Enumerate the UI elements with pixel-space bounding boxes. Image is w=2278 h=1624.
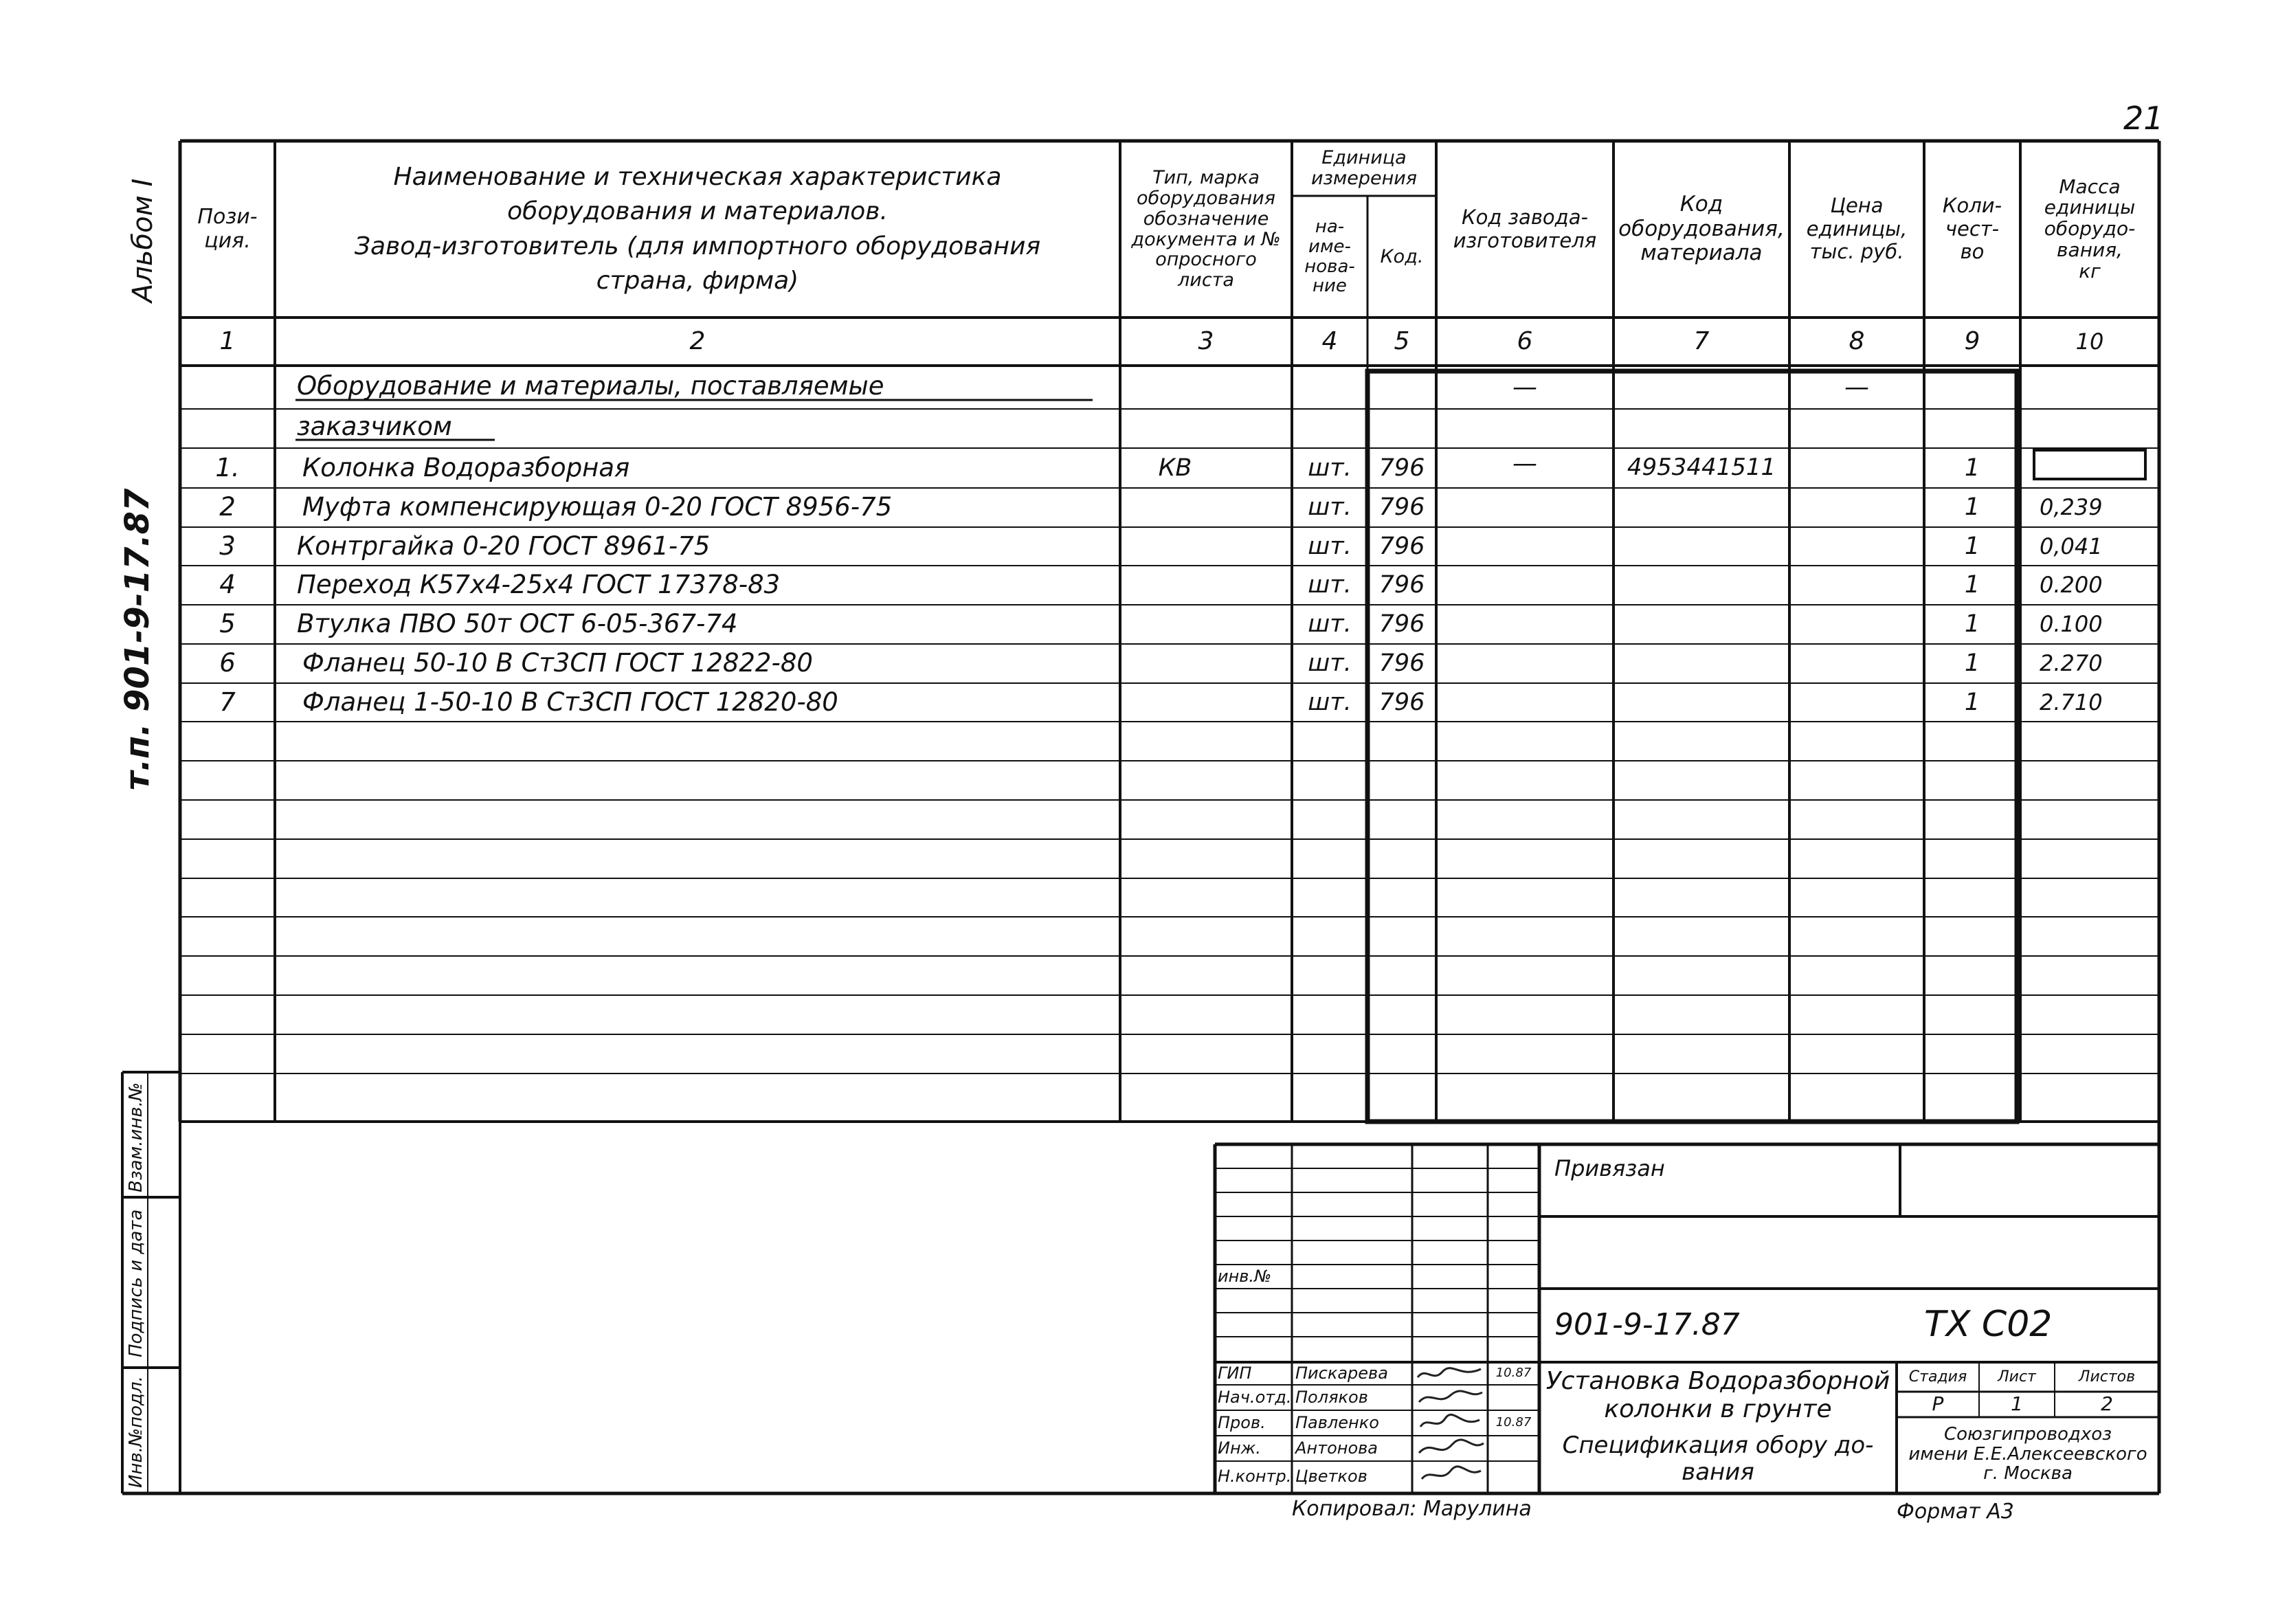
signer-name: Антонова <box>1295 1438 1378 1458</box>
signer-role: Пров. <box>1218 1412 1266 1432</box>
row-2-mass: 0,239 <box>2040 494 2103 521</box>
row-3-name: Контргайка 0-20 ГОСТ 8961-75 <box>297 531 711 561</box>
row-3-pos: 3 <box>219 531 236 561</box>
section-title-line1: Оборудование и материалы, поставляемые <box>297 370 884 401</box>
column-number: 10 <box>2075 328 2104 355</box>
row-1-type: КВ <box>1158 454 1192 482</box>
header-factory-code: Код завода- изготовителя <box>1453 205 1597 252</box>
stamp-privyazan: Привязан <box>1554 1155 1665 1181</box>
header-qty: Коли- чест- во <box>1942 194 2002 264</box>
signer-date <box>1488 1436 1539 1461</box>
row-4-name: Переход К57х4-25х4 ГОСТ 17378-83 <box>297 570 781 600</box>
row-3-unit: шт. <box>1308 532 1352 560</box>
signer-date <box>1488 1461 1539 1492</box>
row-1-mass <box>2020 448 2159 488</box>
signer-role: Нач.отд. <box>1218 1387 1292 1407</box>
row-1-material-code: 4953441511 <box>1627 454 1776 482</box>
row-7-unit: шт. <box>1308 688 1352 716</box>
row-1-qty: 1 <box>1964 454 1980 482</box>
row-3-unit-code: 796 <box>1378 532 1425 560</box>
row-1-pos: 1. <box>215 452 240 482</box>
footer-copied-by: Копировал: Марулина <box>1292 1497 1532 1521</box>
row-1-factory-code: — <box>1512 449 1537 478</box>
column-number: 5 <box>1394 327 1410 356</box>
row-6-mass: 2.270 <box>2040 650 2103 677</box>
row-4-qty: 1 <box>1964 571 1980 599</box>
row-1-unit: шт. <box>1308 454 1352 482</box>
signer-name: Поляков <box>1295 1387 1368 1407</box>
row-7-mass: 2.710 <box>2040 689 2103 715</box>
section-title-line2: заказчиком <box>297 411 452 441</box>
column-number: 4 <box>1321 327 1338 356</box>
row-6-unit-code: 796 <box>1378 649 1425 678</box>
page-number: 21 <box>2123 100 2164 137</box>
signer-date: 10.87 <box>1495 1366 1532 1381</box>
stamp-vzam-inv-label: Взам.инв.№ <box>126 1082 146 1192</box>
row-5-unit-code: 796 <box>1378 610 1425 638</box>
stamp-title-2: Спецификация обору до- вания <box>1562 1431 1874 1486</box>
signer-name: Павленко <box>1295 1412 1379 1432</box>
row-4-mass: 0.200 <box>2040 572 2103 599</box>
section-dash-price: — <box>1844 373 1869 402</box>
row-3-qty: 1 <box>1964 532 1980 560</box>
column-number: 1 <box>219 327 236 356</box>
signer-name: Пискарева <box>1295 1363 1388 1383</box>
signer-date <box>1488 1385 1539 1410</box>
row-3-mass: 0,041 <box>2040 533 2103 559</box>
stamp-stage-label: Стадия <box>1908 1368 1967 1386</box>
header-material-code: Код оборудования, материала <box>1618 192 1785 266</box>
stamp-title-1: Установка Водоразборной колонки в грунте <box>1545 1366 1890 1423</box>
stamp-signature-date-label: Подпись и дата <box>126 1209 146 1357</box>
row-2-qty: 1 <box>1964 493 1980 522</box>
row-2-unit: шт. <box>1308 493 1352 522</box>
header-mass: Масса единицы оборудо- вания, кг <box>2044 175 2136 282</box>
row-5-unit: шт. <box>1308 610 1352 638</box>
column-number: 3 <box>1198 327 1214 356</box>
stamp-sheet-code: ТХ С02 <box>1924 1304 2053 1346</box>
row-5-name: Втулка ПВО 50т ОСТ 6-05-367-74 <box>297 609 738 639</box>
header-pos: Пози- ция. <box>197 205 258 253</box>
row-6-qty: 1 <box>1964 649 1980 678</box>
row-2-unit-code: 796 <box>1378 493 1425 522</box>
signer-role: Н.контр. <box>1218 1466 1292 1486</box>
row-6-pos: 6 <box>219 648 236 678</box>
header-unit: Единица измерения <box>1310 147 1418 189</box>
row-1-name: Колонка Водоразборная <box>302 452 630 482</box>
stamp-inv-no: инв.№ <box>1218 1266 1272 1286</box>
column-number: 8 <box>1849 327 1865 356</box>
row-7-qty: 1 <box>1964 688 1980 716</box>
column-number: 2 <box>689 327 706 356</box>
tp-code-label: т.п. 901-9-17.87 <box>118 488 157 790</box>
header-name: Наименование и техническая характеристика оборудования и материалов. Завод-изготовитель (для импортного оборудования страна, фирма) <box>354 162 1041 295</box>
signer-role: Инж. <box>1218 1438 1261 1458</box>
stamp-sheets: 2 <box>2101 1392 2113 1416</box>
row-4-pos: 4 <box>219 570 236 600</box>
section-dash-factory: — <box>1512 373 1537 402</box>
row-2-name: Муфта компенсирующая 0-20 ГОСТ 8956-75 <box>302 492 893 522</box>
row-5-pos: 5 <box>219 609 236 639</box>
stamp-sheet: 1 <box>2011 1392 2023 1416</box>
signer-role: ГИП <box>1218 1363 1252 1383</box>
row-6-name: Фланец 50-10 В Ст3СП ГОСТ 12822-80 <box>302 648 813 678</box>
row-7-pos: 7 <box>219 687 236 717</box>
row-5-qty: 1 <box>1964 610 1980 638</box>
album-label: Альбом I <box>127 178 159 302</box>
header-type: Тип, марка оборудования обозначение документа и № опросного листа <box>1131 167 1281 291</box>
header-unit-code: Код. <box>1380 245 1424 267</box>
stamp-sheet-label: Лист <box>1998 1368 2036 1386</box>
column-number: 6 <box>1517 327 1533 356</box>
row-2-pos: 2 <box>219 492 236 522</box>
header-unit-name: на- име- нова- ние <box>1304 216 1355 297</box>
column-number: 7 <box>1693 327 1710 356</box>
stamp-stage: Р <box>1932 1392 1944 1416</box>
signature-scribbles <box>1412 1362 1488 1493</box>
column-number: 9 <box>1964 327 1980 356</box>
header-price: Цена единицы, тыс. руб. <box>1806 194 1908 264</box>
stamp-organization: Союзгипроводхоз имени Е.Е.Алексеевского г. Москва <box>1908 1424 2147 1484</box>
stamp-doc-code: 901-9-17.87 <box>1554 1306 1740 1342</box>
row-5-mass: 0.100 <box>2040 611 2103 638</box>
signer-name: Цветков <box>1295 1466 1367 1486</box>
row-7-unit-code: 796 <box>1378 688 1425 716</box>
row-7-name: Фланец 1-50-10 В Ст3СП ГОСТ 12820-80 <box>302 687 838 717</box>
footer-format: Формат А3 <box>1897 1500 2014 1524</box>
row-4-unit: шт. <box>1308 571 1352 599</box>
stamp-sheets-label: Листов <box>2078 1368 2136 1386</box>
row-6-unit: шт. <box>1308 649 1352 678</box>
signer-date: 10.87 <box>1495 1415 1532 1430</box>
row-1-unit-code: 796 <box>1378 454 1425 482</box>
stamp-inv-podl-label: Инв.№подл. <box>126 1376 146 1488</box>
row-4-unit-code: 796 <box>1378 571 1425 599</box>
